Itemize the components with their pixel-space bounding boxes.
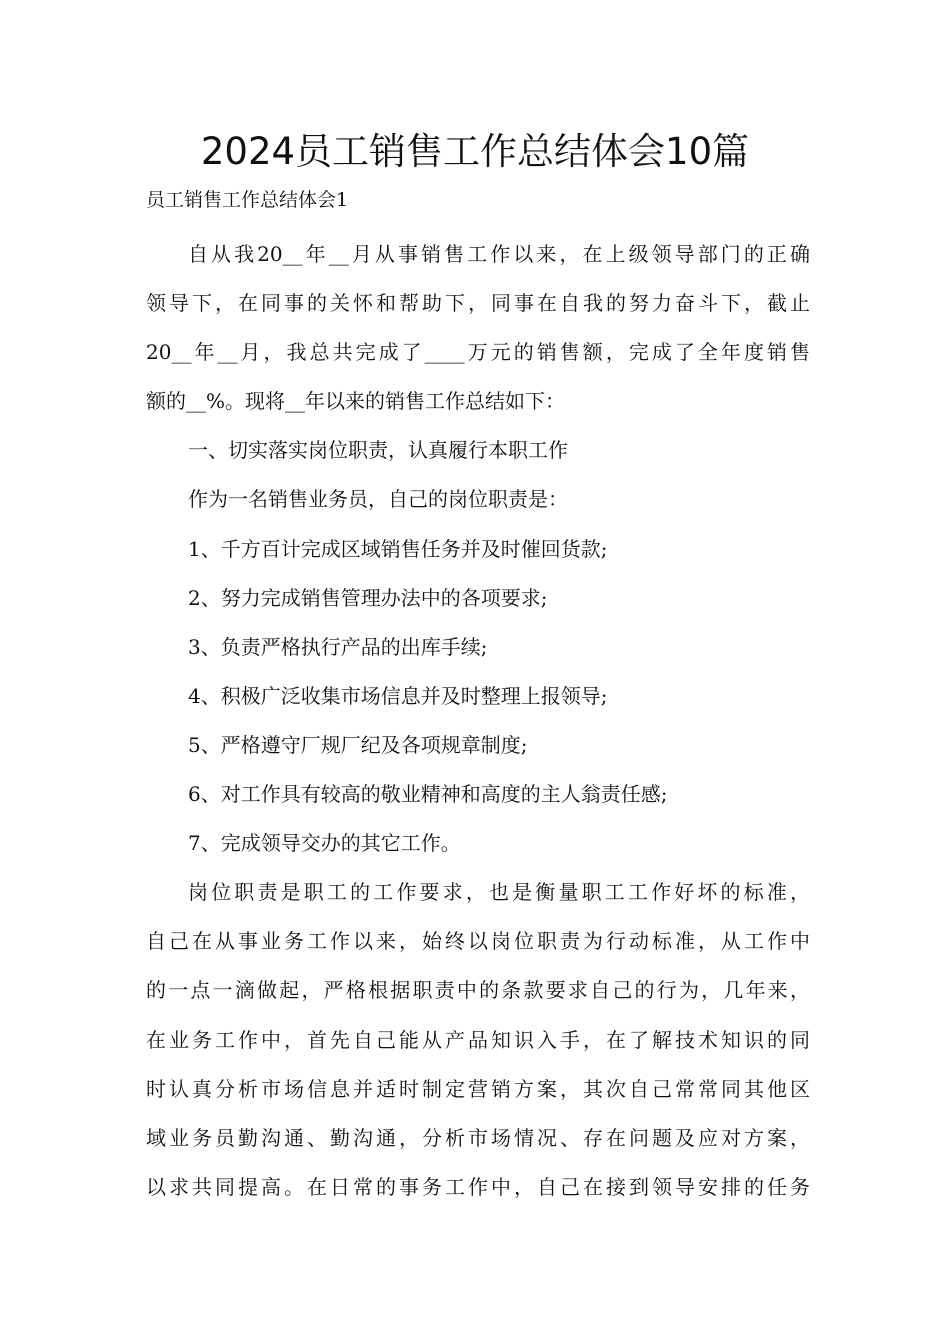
- paragraph-line: 额的__%。现将__年以来的销售工作总结如下：: [146, 389, 566, 414]
- paragraph-line: 自从我20__年__月从事销售工作以来，在上级领导部门的正确: [188, 242, 810, 266]
- paragraph-line: 以求共同提高。在日常的事务工作中，自己在接到领导安排的任务: [146, 1174, 810, 1199]
- section-subheading: 一、切实落实岗位职责，认真履行本职工作: [188, 438, 568, 463]
- paragraph-line: 岗位职责是职工的工作要求，也是衡量职工工作好坏的标准，: [188, 880, 810, 905]
- list-item: 2、努力完成销售管理办法中的各项要求;: [188, 585, 548, 610]
- paragraph-line: 自己在从事业务工作以来，始终以岗位职责为行动标准，从工作中: [146, 929, 810, 954]
- list-item: 3、负责严格执行产品的出库手续;: [188, 634, 488, 659]
- list-item: 6、对工作具有较高的敬业精神和高度的主人翁责任感;: [188, 782, 668, 807]
- paragraph-line: 作为一名销售业务员，自己的岗位职责是：: [188, 487, 568, 512]
- body-text: [146, 230, 810, 1212]
- list-item: 4、积极广泛收集市场信息并及时整理上报领导;: [188, 683, 608, 708]
- paragraph-line: 领导下，在同事的关怀和帮助下，同事在自我的努力奋斗下，截止: [146, 291, 810, 316]
- document-title: 2024员工销售工作总结体会10篇: [200, 130, 750, 173]
- paragraph-line: 域业务员勤沟通、勤沟通，分析市场情况、存在问题及应对方案，: [146, 1125, 810, 1150]
- list-item: 1、千方百计完成区域销售任务并及时催回货款;: [188, 536, 608, 561]
- list-item: 5、严格遵守厂规厂纪及各项规章制度;: [188, 732, 528, 757]
- paragraph-line: 时认真分析市场信息并适时制定营销方案，其次自己常常同其他区: [146, 1076, 810, 1101]
- section-heading: 员工销售工作总结体会1: [146, 189, 349, 211]
- paragraph-line: 在业务工作中，首先自己能从产品知识入手，在了解技术知识的同: [146, 1027, 810, 1052]
- list-item: 7、完成领导交办的其它工作。: [188, 831, 461, 856]
- paragraph-line: 20__年__月，我总共完成了____万元的销售额，完成了全年度销售: [146, 340, 810, 365]
- paragraph-line: 的一点一滴做起，严格根据职责中的条款要求自己的行为，几年来，: [146, 978, 810, 1003]
